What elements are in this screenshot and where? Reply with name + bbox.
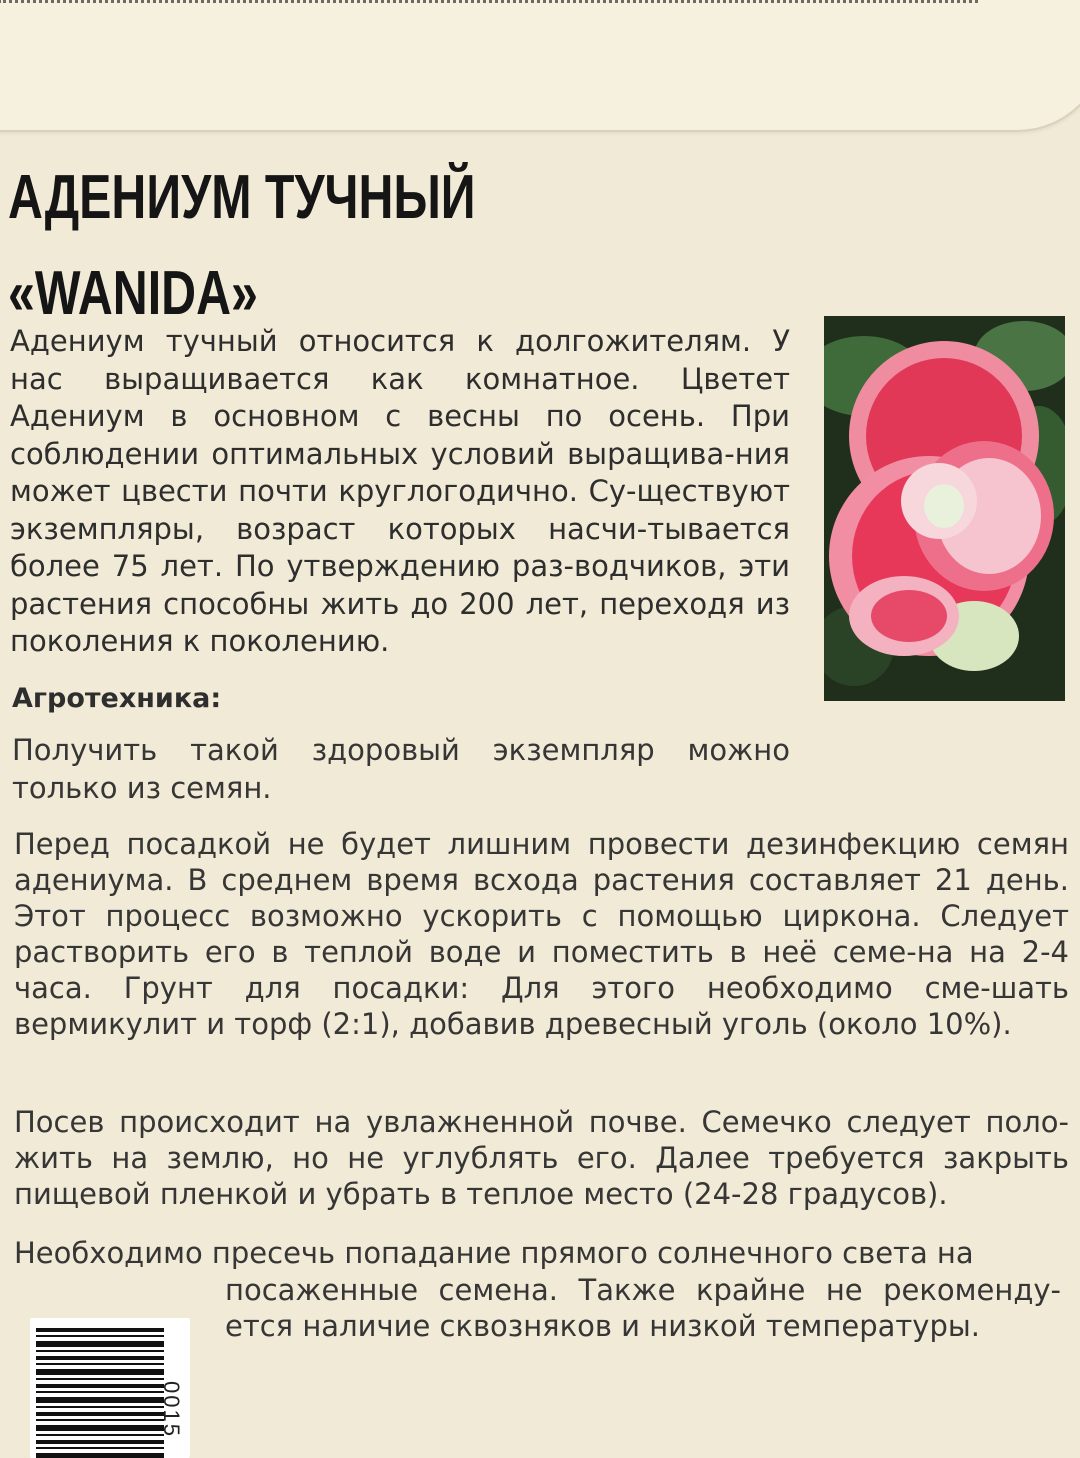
tear-line: [0, 0, 978, 3]
agrotech-paragraph-4-line-1: Необходимо пресечь попадание прямого солнечного света на: [14, 1236, 974, 1270]
packet-top-flap: [0, 0, 1080, 132]
title-line-2: «WANIDA»: [8, 259, 258, 328]
barcode-number: 0015: [159, 1381, 184, 1438]
flower-photo: [824, 316, 1065, 701]
intro-paragraph: Адениум тучный относится к долгожителям. У нас выращивается как комнатное. Цветет Адениум в основном с весны по осень. При соблюдении оптимальных условий выращива-ния может цвести почти круглогодично. Су-ществуют экземпляры, возраст которых насчи-тывается более 75 лет. По утверждению раз-водчиков, эти растения способны жить до 200 лет, переходя из поколения к поколению.: [10, 324, 790, 658]
agrotech-paragraph-1: Получить такой здоровый экземпляр можно только из семян.: [12, 733, 790, 805]
agrotech-paragraph-3: Посев происходит на увлажненной почве. Семечко следует поло-жить на землю, но не углублять его. Далее требуется закрыть пищевой пленкой и убрать в теплое место (24-28 градусов).: [14, 1105, 1069, 1211]
title-line-1: АДЕНИУМ ТУЧНЫЙ: [8, 163, 476, 232]
barcode-bars: [36, 1328, 164, 1458]
product-title: [8, 163, 476, 328]
agrotech-paragraph-4-rest: посаженные семена. Также крайне не рекоменду-ется наличие сквозняков и низкой температуры.: [225, 1273, 1061, 1343]
barcode-number-wrap: [158, 1355, 184, 1445]
adenium-flower-image: [824, 316, 1065, 701]
agrotech-heading: Агротехника:: [12, 683, 222, 714]
agrotech-paragraph-2: Перед посадкой не будет лишним провести дезинфекцию семян адениума. В среднем время всхода растения составляет 21 день. Этот процесс возможно ускорить с помощью циркона. Следует растворить его в теплой воде и поместить в неё семе-на на 2-4 часа. Грунт для посадки: Для этого необходимо сме-шать вермикулит и торф (2:1), добавив древесный уголь (около 10%).: [14, 827, 1069, 1041]
